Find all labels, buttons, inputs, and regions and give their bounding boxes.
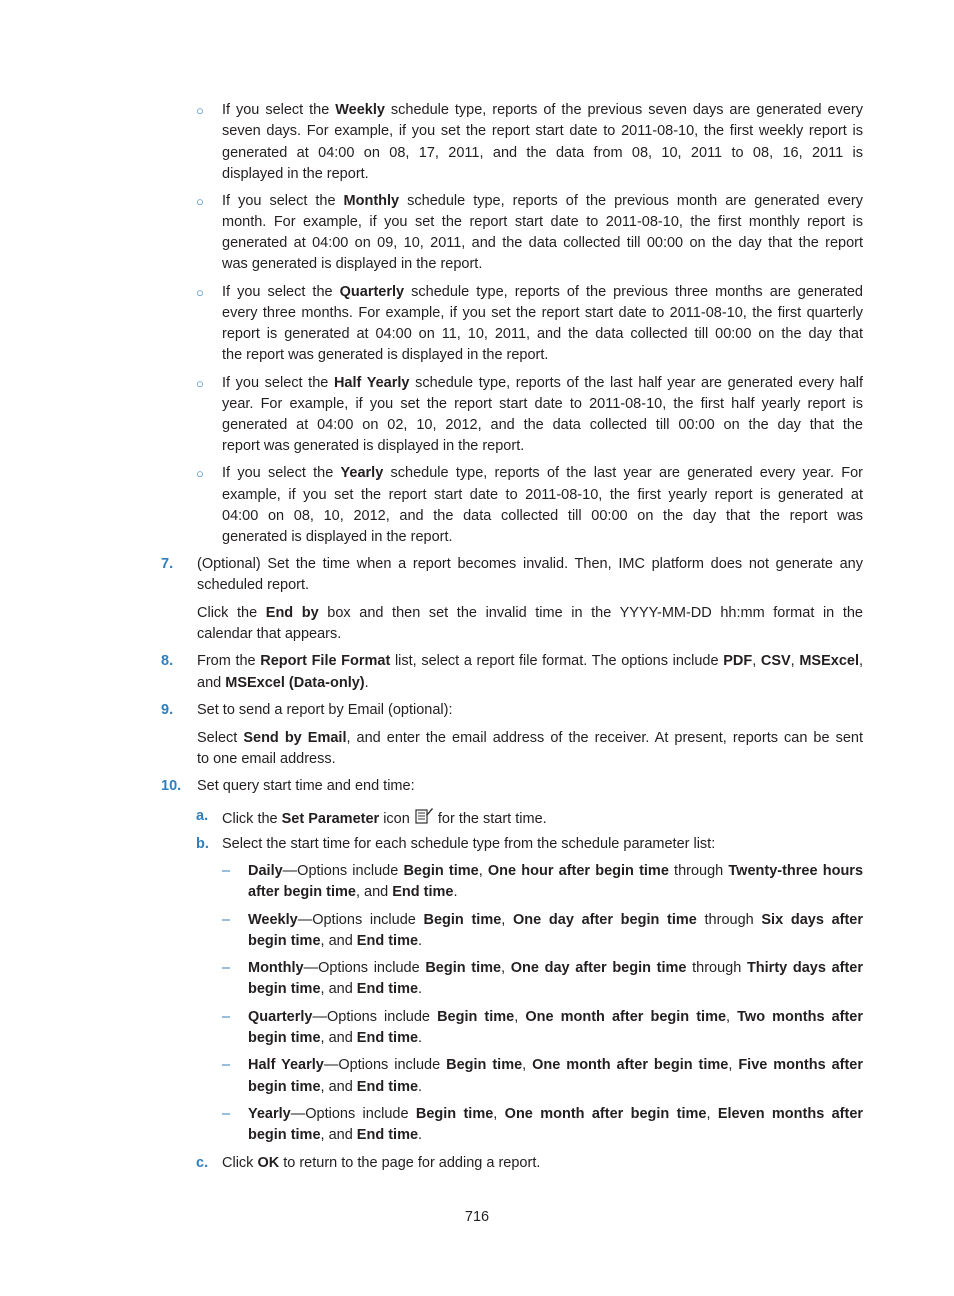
text-line: begin time, and End time.: [248, 981, 423, 997]
text-line: report was generated is displayed in the report.: [222, 438, 525, 454]
num-marker: 10.: [161, 778, 182, 794]
dash-marker: –: [222, 1106, 231, 1122]
bold-term: MSExcel: [799, 653, 859, 669]
text-line: Daily—Options include Begin time, One hour after begin time through Twenty-three hours: [248, 863, 863, 879]
text-line: year. For example, if you set the report start date to 2011-08-10, the first half yearly report is: [222, 396, 863, 412]
text-line: seven days. For example, if you set the report start date to 2011-08-10, the first weekly report is: [222, 123, 863, 139]
text-line: If you select the Weekly schedule type, reports of the previous seven days are generated every: [222, 102, 863, 118]
circle-marker: ○: [196, 103, 204, 118]
bold-term: Begin time: [403, 863, 479, 879]
bold-term: End time: [356, 1030, 419, 1046]
bold-term: Twenty-three hours: [728, 863, 863, 879]
text-line: calendar that appears.: [197, 626, 342, 642]
text-line: Weekly—Options include Begin time, One day after begin time through Six days after: [248, 912, 863, 928]
text-line: displayed in the report.: [222, 166, 369, 182]
text-line: Half Yearly—Options include Begin time, One month after begin time, Five months after: [248, 1057, 863, 1073]
bold-term: One day after begin time: [513, 912, 697, 928]
bold-term: One month after begin time: [532, 1057, 729, 1073]
dash-marker: –: [222, 863, 231, 879]
bold-term: Begin time: [423, 912, 502, 928]
dash-marker: –: [222, 1057, 231, 1073]
bold-term: Begin time: [437, 1009, 515, 1025]
bold-term: Send by Email: [243, 730, 347, 746]
bold-term: Weekly: [248, 912, 298, 928]
bold-term: End time: [356, 933, 419, 949]
bold-term: CSV: [760, 653, 791, 669]
bold-term: Half Yearly: [333, 375, 410, 391]
text-line: If you select the Quarterly schedule type, reports of the previous three months are generated: [222, 284, 863, 300]
dash-marker: –: [222, 960, 231, 976]
num-marker: 9.: [161, 702, 174, 718]
text-line: From the Report File Format list, select a report file format. The options include PDF, CSV, MSExcel,: [197, 653, 863, 669]
bold-term: End time: [356, 1127, 419, 1143]
bold-term: after begin time: [248, 884, 356, 900]
bold-term: Six days after: [761, 912, 863, 928]
text-line: to one email address.: [197, 751, 336, 767]
bold-term: Begin time: [425, 960, 502, 976]
bold-term: End by: [265, 605, 319, 621]
text-line: begin time, and End time.: [248, 1127, 423, 1143]
bold-term: MSExcel (Data-only): [225, 675, 365, 691]
text-line: generated at 04:00 on 08, 17, 2011, and the data from 08, 10, 2011 to 08, 16, 2011 is: [222, 145, 863, 161]
bold-term: One hour after begin time: [487, 863, 669, 879]
num-marker: 8.: [161, 653, 174, 669]
text-line: Click the Set Parameter icon for the start time.: [222, 806, 863, 827]
text-line: generated at 04:00 on 09, 10, 2011, and the data collected till 00:00 on the day that the report: [222, 235, 863, 251]
bold-term: PDF: [723, 653, 753, 669]
text-line: Click OK to return to the page for adding a report.: [222, 1155, 541, 1171]
text-line: 04:00 on 08, 10, 2012, and the data collected till 00:00 on the day that the report was: [222, 508, 863, 524]
bold-term: begin time: [248, 981, 321, 997]
bold-term: Yearly: [340, 465, 384, 481]
circle-marker: ○: [196, 466, 204, 481]
set-parameter-icon[interactable]: [414, 806, 434, 826]
text-line: (Optional) Set the time when a report becomes invalid. Then, IMC platform does not generate any: [197, 556, 863, 572]
bold-term: End time: [392, 884, 454, 900]
bold-term: Weekly: [335, 102, 385, 118]
bold-term: Yearly: [248, 1106, 291, 1122]
num-marker: c.: [196, 1155, 209, 1171]
text-line: begin time, and End time.: [248, 1079, 423, 1095]
circle-marker: ○: [196, 194, 204, 209]
text-line: Set to send a report by Email (optional):: [197, 702, 453, 718]
bold-term: One month after begin time: [504, 1106, 707, 1122]
text-line: If you select the Half Yearly schedule type, reports of the last half year are generated every half: [222, 375, 863, 391]
text-line: Monthly—Options include Begin time, One day after begin time through Thirty days after: [248, 960, 863, 976]
bold-term: Quarterly: [339, 284, 405, 300]
text-line: Select Send by Email, and enter the email address of the receiver. At present, reports can be sent: [197, 730, 863, 746]
bold-term: End time: [356, 981, 419, 997]
bold-term: One day after begin time: [510, 960, 687, 976]
text-line: Yearly—Options include Begin time, One month after begin time, Eleven months after: [248, 1106, 863, 1122]
bold-term: begin time: [248, 1030, 321, 1046]
bold-term: Eleven months after: [717, 1106, 863, 1122]
text-line: and MSExcel (Data-only).: [197, 675, 369, 691]
text-line: Click the End by box and then set the invalid time in the YYYY-MM-DD hh:mm format in the: [197, 605, 863, 621]
text-line: Select the start time for each schedule type from the schedule parameter list:: [222, 836, 716, 852]
bold-term: Report File Format: [260, 653, 391, 669]
bold-term: Five months after: [738, 1057, 863, 1073]
bold-term: One month after begin time: [525, 1009, 727, 1025]
text-line: begin time, and End time.: [248, 1030, 423, 1046]
bold-term: Quarterly: [248, 1009, 313, 1025]
bold-term: Monthly: [343, 193, 400, 209]
text-line: Quarterly—Options include Begin time, One month after begin time, Two months after: [248, 1009, 863, 1025]
text-line: Set query start time and end time:: [197, 778, 415, 794]
num-marker: a.: [196, 808, 209, 824]
num-marker: b.: [196, 836, 209, 852]
text-line: every three months. For example, if you set the report start date to 2011-08-10, the first quarterly: [222, 305, 863, 321]
dash-marker: –: [222, 912, 231, 928]
text-line: begin time, and End time.: [248, 933, 423, 949]
text-line: month. For example, if you set the report start date to 2011-08-10, the first monthly report is: [222, 214, 863, 230]
bold-term: Two months after: [737, 1009, 863, 1025]
text-line: scheduled report.: [197, 577, 310, 593]
bold-term: begin time: [248, 1127, 321, 1143]
bold-term: Daily: [248, 863, 283, 879]
dash-marker: –: [222, 1009, 231, 1025]
bold-term: Set Parameter: [281, 811, 380, 827]
text-line: generated at 04:00 on 02, 10, 2012, and the data collected till 00:00 on the day that the: [222, 417, 863, 433]
text-line: the report was generated is displayed in the report.: [222, 347, 549, 363]
text-line: example, if you set the report start date to 2011-08-10, the first yearly report is generated at: [222, 487, 863, 503]
text-line: was generated is displayed in the report.: [222, 256, 483, 272]
bold-term: begin time: [248, 1079, 321, 1095]
text-line: after begin time, and End time.: [248, 884, 458, 900]
bold-term: Begin time: [446, 1057, 523, 1073]
text-line: generated is displayed in the report.: [222, 529, 453, 545]
page-number: 716: [464, 1209, 490, 1225]
circle-marker: ○: [196, 376, 204, 391]
text-line: If you select the Yearly schedule type, reports of the last year are generated every year. For: [222, 465, 863, 481]
bold-term: Thirty days after: [746, 960, 863, 976]
bold-term: Monthly: [248, 960, 304, 976]
text-line: If you select the Monthly schedule type, reports of the previous month are generated every: [222, 193, 863, 209]
text-line: report is generated at 04:00 on 11, 10, 2011, and the data collected till 00:00 on the day that: [222, 326, 863, 342]
bold-term: Half Yearly: [248, 1057, 324, 1073]
num-marker: 7.: [161, 556, 174, 572]
bold-term: begin time: [248, 933, 321, 949]
bold-term: Begin time: [415, 1106, 494, 1122]
circle-marker: ○: [196, 285, 204, 300]
bold-term: OK: [257, 1155, 280, 1171]
bold-term: End time: [356, 1079, 419, 1095]
